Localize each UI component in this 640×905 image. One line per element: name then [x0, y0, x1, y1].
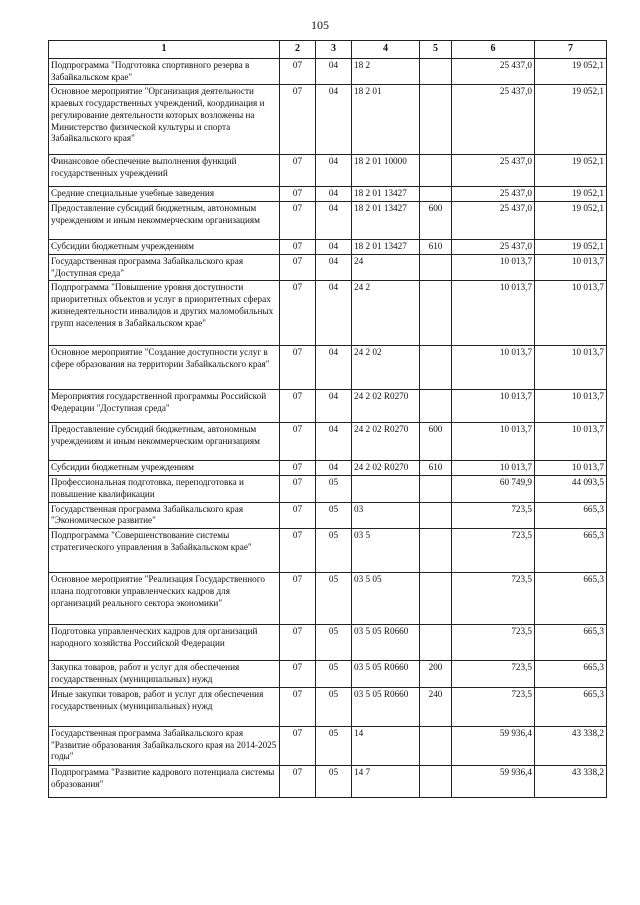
cell-subsection: 04	[316, 240, 352, 255]
cell-section: 07	[280, 661, 316, 688]
cell-description: Подпрограмма "Повышение уровня доступности приоритетных объектов и услуг в приоритетных сферах жизнедеятельности инвалидов и других маломобильных групп населения в Забайкальском крае"	[49, 281, 280, 346]
cell-description: Субсидии бюджетным учреждениям	[49, 240, 280, 255]
table-row	[49, 58, 607, 85]
cell-target-article: 24 2	[352, 281, 420, 346]
cell-section: 07	[280, 155, 316, 187]
cell-expense-type	[420, 254, 452, 281]
cell-description: Финансовое обеспечение выполнения функций государственных учреждений	[49, 155, 280, 187]
cell-amount-year2: 43 338,2	[535, 765, 607, 797]
cell-amount-year1: 60 749,9	[452, 476, 535, 503]
cell-section: 07	[280, 726, 316, 765]
cell-expense-type	[420, 281, 452, 346]
table-row	[49, 240, 607, 255]
cell-target-article: 03 5 05 R0660	[352, 661, 420, 688]
cell-expense-type: 610	[420, 461, 452, 476]
cell-description: Основное мероприятие "Создание доступности услуг в сфере образования на территории Забайкальского края"	[49, 346, 280, 390]
cell-expense-type	[420, 573, 452, 625]
table-row	[49, 765, 607, 797]
table-row	[49, 625, 607, 661]
cell-target-article: 24 2 02	[352, 346, 420, 390]
cell-description: Субсидии бюджетным учреждениям	[49, 461, 280, 476]
cell-amount-year1: 10 013,7	[452, 461, 535, 476]
cell-subsection: 04	[316, 281, 352, 346]
table-row	[49, 461, 607, 476]
cell-description: Иные закупки товаров, работ и услуг для обеспечения государственных (муниципальных) нужд	[49, 687, 280, 726]
column-header: 3	[316, 41, 352, 59]
cell-description: Мероприятия государственной программы Российской Федерации "Доступная среда"	[49, 390, 280, 423]
cell-amount-year2: 44 093,5	[535, 476, 607, 503]
column-header: 2	[280, 41, 316, 59]
table-row	[49, 85, 607, 155]
cell-amount-year2: 19 052,1	[535, 187, 607, 202]
cell-amount-year1: 25 437,0	[452, 58, 535, 85]
cell-amount-year1: 723,5	[452, 661, 535, 688]
column-header: 5	[420, 41, 452, 59]
cell-section: 07	[280, 85, 316, 155]
cell-section: 07	[280, 502, 316, 529]
column-header: 4	[352, 41, 420, 59]
cell-description: Закупка товаров, работ и услуг для обеспечения государственных (муниципальных) нужд	[49, 661, 280, 688]
cell-description: Подпрограмма "Развитие кадрового потенциала системы образования"	[49, 765, 280, 797]
cell-section: 07	[280, 765, 316, 797]
cell-target-article: 24	[352, 254, 420, 281]
cell-description: Предоставление субсидий бюджетным, автономным учреждениям и иным некоммерческим организациям	[49, 202, 280, 240]
cell-amount-year2: 10 013,7	[535, 281, 607, 346]
cell-subsection: 05	[316, 726, 352, 765]
table-row	[49, 529, 607, 573]
cell-amount-year2: 19 052,1	[535, 202, 607, 240]
table-row	[49, 726, 607, 765]
table-header-row	[49, 41, 607, 59]
cell-section: 07	[280, 625, 316, 661]
budget-table	[48, 40, 607, 798]
cell-amount-year1: 10 013,7	[452, 346, 535, 390]
cell-amount-year1: 723,5	[452, 573, 535, 625]
cell-amount-year2: 19 052,1	[535, 58, 607, 85]
table-row	[49, 687, 607, 726]
cell-description: Подпрограмма "Совершенствование системы стратегического управления в Забайкальском крае"	[49, 529, 280, 573]
cell-expense-type	[420, 346, 452, 390]
cell-target-article: 24 2 02 R0270	[352, 390, 420, 423]
cell-section: 07	[280, 476, 316, 503]
cell-description: Подпрограмма "Подготовка спортивного резерва в Забайкальском крае"	[49, 58, 280, 85]
cell-amount-year2: 665,3	[535, 625, 607, 661]
cell-section: 07	[280, 187, 316, 202]
cell-description: Государственная программа Забайкальского края "Развитие образования Забайкальского края на 2014-2025 годы"	[49, 726, 280, 765]
cell-amount-year2: 43 338,2	[535, 726, 607, 765]
cell-subsection: 05	[316, 573, 352, 625]
cell-amount-year1: 25 437,0	[452, 187, 535, 202]
cell-amount-year1: 723,5	[452, 687, 535, 726]
cell-section: 07	[280, 281, 316, 346]
cell-amount-year2: 665,3	[535, 502, 607, 529]
cell-expense-type	[420, 58, 452, 85]
table-body	[49, 58, 607, 797]
column-header: 7	[535, 41, 607, 59]
column-header: 6	[452, 41, 535, 59]
cell-section: 07	[280, 202, 316, 240]
cell-section: 07	[280, 423, 316, 461]
cell-expense-type	[420, 390, 452, 423]
table-row	[49, 661, 607, 688]
cell-target-article: 03	[352, 502, 420, 529]
cell-amount-year2: 10 013,7	[535, 254, 607, 281]
cell-amount-year2: 665,3	[535, 661, 607, 688]
cell-amount-year2: 10 013,7	[535, 423, 607, 461]
cell-expense-type: 600	[420, 202, 452, 240]
table-row	[49, 346, 607, 390]
cell-section: 07	[280, 240, 316, 255]
cell-amount-year1: 723,5	[452, 625, 535, 661]
cell-amount-year2: 19 052,1	[535, 240, 607, 255]
cell-section: 07	[280, 254, 316, 281]
cell-subsection: 05	[316, 687, 352, 726]
cell-subsection: 04	[316, 155, 352, 187]
cell-description: Предоставление субсидий бюджетным, автономным учреждениям и иным некоммерческим организациям	[49, 423, 280, 461]
cell-amount-year1: 723,5	[452, 529, 535, 573]
cell-subsection: 04	[316, 85, 352, 155]
cell-amount-year2: 10 013,7	[535, 461, 607, 476]
cell-subsection: 05	[316, 502, 352, 529]
table-row	[49, 423, 607, 461]
cell-target-article: 03 5	[352, 529, 420, 573]
cell-amount-year1: 25 437,0	[452, 85, 535, 155]
table-row	[49, 390, 607, 423]
cell-subsection: 04	[316, 346, 352, 390]
cell-subsection: 04	[316, 202, 352, 240]
cell-description: Подготовка управленческих кадров для организаций народного хозяйства Российской Федерации	[49, 625, 280, 661]
cell-subsection: 04	[316, 58, 352, 85]
cell-expense-type	[420, 726, 452, 765]
table-row	[49, 476, 607, 503]
table-row	[49, 254, 607, 281]
cell-subsection: 04	[316, 254, 352, 281]
table-row	[49, 187, 607, 202]
cell-section: 07	[280, 461, 316, 476]
cell-target-article: 18 2 01 13427	[352, 202, 420, 240]
cell-expense-type	[420, 187, 452, 202]
cell-description: Профессиональная подготовка, переподготовка и повышение квалификации	[49, 476, 280, 503]
table-row	[49, 502, 607, 529]
cell-target-article: 03 5 05 R0660	[352, 625, 420, 661]
cell-section: 07	[280, 390, 316, 423]
table-row	[49, 573, 607, 625]
cell-target-article: 03 5 05	[352, 573, 420, 625]
cell-target-article: 18 2 01 13427	[352, 240, 420, 255]
cell-subsection: 04	[316, 187, 352, 202]
cell-target-article: 03 5 05 R0660	[352, 687, 420, 726]
cell-section: 07	[280, 346, 316, 390]
cell-amount-year1: 10 013,7	[452, 254, 535, 281]
cell-section: 07	[280, 529, 316, 573]
cell-subsection: 04	[316, 423, 352, 461]
cell-amount-year2: 10 013,7	[535, 346, 607, 390]
cell-amount-year1: 10 013,7	[452, 281, 535, 346]
cell-target-article: 24 2 02 R0270	[352, 423, 420, 461]
table-row	[49, 202, 607, 240]
cell-description: Государственная программа Забайкальского края "Доступная среда"	[49, 254, 280, 281]
cell-expense-type	[420, 625, 452, 661]
column-header: 1	[49, 41, 280, 59]
cell-amount-year1: 10 013,7	[452, 390, 535, 423]
cell-description: Основное мероприятие "Организация деятельности краевых государственных учреждений, координация и регулирование деятельности которых возложены на Министерство физической культуры и спорта Забайкальского края"	[49, 85, 280, 155]
cell-subsection: 05	[316, 529, 352, 573]
cell-description: Государственная программа Забайкальского края "Экономическое развитие"	[49, 502, 280, 529]
cell-amount-year2: 19 052,1	[535, 155, 607, 187]
cell-expense-type	[420, 765, 452, 797]
cell-subsection: 05	[316, 661, 352, 688]
table-row	[49, 155, 607, 187]
cell-target-article: 14 7	[352, 765, 420, 797]
cell-amount-year1: 10 013,7	[452, 423, 535, 461]
cell-target-article: 18 2 01	[352, 85, 420, 155]
cell-amount-year1: 25 437,0	[452, 240, 535, 255]
cell-target-article: 18 2 01 13427	[352, 187, 420, 202]
cell-expense-type	[420, 502, 452, 529]
cell-amount-year1: 59 936,4	[452, 765, 535, 797]
page-number: 105	[311, 18, 329, 32]
cell-subsection: 05	[316, 625, 352, 661]
cell-subsection: 04	[316, 390, 352, 423]
cell-description: Основное мероприятие "Реализация Государственного плана подготовки управленческих кадров для организаций реального сектора экономики"	[49, 573, 280, 625]
cell-expense-type	[420, 155, 452, 187]
cell-amount-year2: 19 052,1	[535, 85, 607, 155]
cell-expense-type: 240	[420, 687, 452, 726]
cell-expense-type: 610	[420, 240, 452, 255]
cell-amount-year1: 25 437,0	[452, 202, 535, 240]
cell-expense-type: 200	[420, 661, 452, 688]
cell-expense-type	[420, 476, 452, 503]
cell-expense-type: 600	[420, 423, 452, 461]
table-row	[49, 281, 607, 346]
cell-target-article	[352, 476, 420, 503]
cell-section: 07	[280, 58, 316, 85]
cell-expense-type	[420, 529, 452, 573]
cell-subsection: 05	[316, 476, 352, 503]
cell-subsection: 04	[316, 461, 352, 476]
cell-target-article: 18 2 01 10000	[352, 155, 420, 187]
cell-amount-year1: 25 437,0	[452, 155, 535, 187]
cell-amount-year1: 723,5	[452, 502, 535, 529]
cell-target-article: 18 2	[352, 58, 420, 85]
cell-description: Средние специальные учебные заведения	[49, 187, 280, 202]
cell-target-article: 14	[352, 726, 420, 765]
cell-target-article: 24 2 02 R0270	[352, 461, 420, 476]
cell-amount-year1: 59 936,4	[452, 726, 535, 765]
cell-section: 07	[280, 573, 316, 625]
cell-section: 07	[280, 687, 316, 726]
cell-expense-type	[420, 85, 452, 155]
cell-subsection: 05	[316, 765, 352, 797]
cell-amount-year2: 10 013,7	[535, 390, 607, 423]
cell-amount-year2: 665,3	[535, 573, 607, 625]
cell-amount-year2: 665,3	[535, 529, 607, 573]
cell-amount-year2: 665,3	[535, 687, 607, 726]
